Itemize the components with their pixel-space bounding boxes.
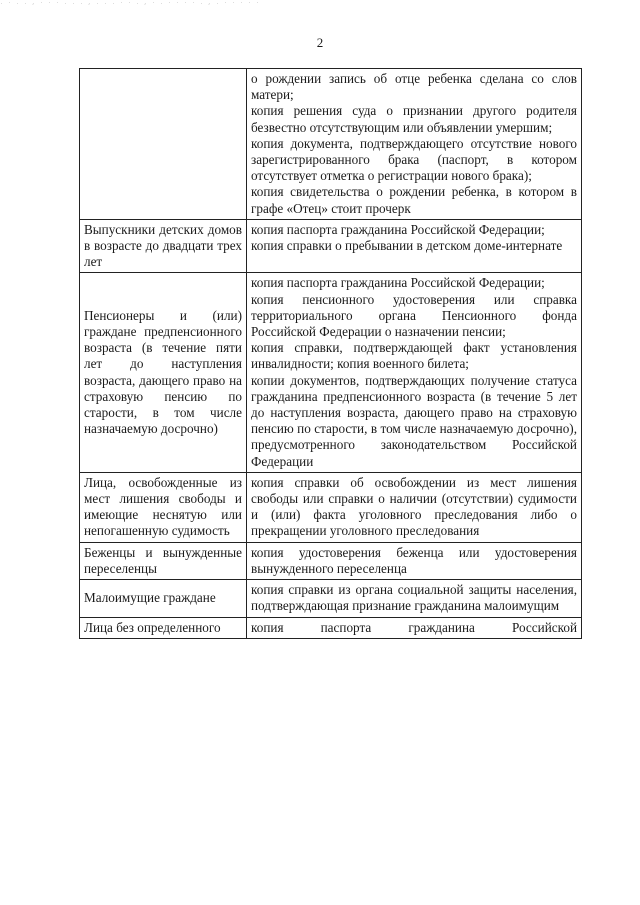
- document-item: копия паспорта гражданина Российской: [251, 619, 577, 635]
- document-item: копия пенсионного удостоверения или справка территориального органа Пенсионного фонда Российской Федерации о назначении пенсии;: [251, 291, 577, 340]
- document-item: копия справки об освобождении из мест лишения свободы или справки о наличии (отсутствии) судимости и (или) факта уголовного преследования либо о прекращении уголовного преследования: [251, 474, 577, 539]
- category-cell: Пенсионеры и (или) граждане предпенсионного возраста (в течение пяти лет до наступления возраста, дающего право на страховую пенсию по старости, в том числе назначаемую досрочно): [80, 273, 247, 472]
- table-row: [80, 69, 582, 220]
- document-item: копия справки о пребывании в детском доме-интернате: [251, 238, 563, 254]
- document-item: копия свидетельства о рождении ребенка, в котором в графе «Отец» стоит прочерк: [251, 184, 577, 216]
- documents-cell: [247, 273, 582, 472]
- scan-artifacts: . · . . , · · · . . . , . . . · · . , · . · · · · . , . · · · · ·: [0, 0, 261, 6]
- document-item: копия справки, подтверждающей факт установления инвалидности; копия военного билета;: [251, 340, 577, 372]
- category-cell: Выпускники детских домов в возрасте до двадцати трех лет: [80, 219, 247, 273]
- page-number: 2: [316, 35, 324, 50]
- category-cell: [80, 69, 247, 220]
- documents-cell: [247, 580, 582, 617]
- documents-cell: [247, 69, 582, 220]
- documents-table: [79, 68, 582, 639]
- documents-cell: [247, 219, 582, 273]
- table-row: [80, 273, 582, 472]
- table-row: [80, 580, 582, 617]
- document-item: копия документа, подтверждающего отсутствие нового зарегистрированного брака (паспорт, в котором отсутствует отметка о регистрации нового брака);: [251, 135, 577, 184]
- document-item: копия удостоверения беженца или удостоверения вынужденного переселенца: [251, 544, 577, 576]
- document-item: копия паспорта гражданина Российской Федерации;: [251, 221, 545, 237]
- document-item: о рождении запись об отце ребенка сделана со слов матери;: [251, 71, 577, 103]
- documents-cell: [247, 542, 582, 579]
- documents-cell: [247, 617, 582, 638]
- category-cell: Беженцы и вынужденные переселенцы: [80, 542, 247, 579]
- category-cell: Лица, освобожденные из мест лишения свободы и имеющие неснятую или непогашенную судимость: [80, 472, 247, 542]
- document-item: копия справки из органа социальной защиты населения, подтверждающая признание гражданина малоимущим: [251, 582, 577, 614]
- category-cell: Малоимущие граждане: [80, 580, 247, 617]
- table-row: [80, 542, 582, 579]
- document-item: копии документов, подтверждающих получение статуса гражданина предпенсионного возраста (в течение 5 лет до наступления возраста, дающего право на страховую пенсию по старости, в том числе назначаемую досрочно), предусмотренного законодательством Российской Федерации: [251, 372, 577, 469]
- category-cell: Лица без определенного: [80, 617, 247, 638]
- document-item: копия решения суда о признании другого родителя безвестно отсутствующим или объявлении умершим;: [251, 103, 577, 135]
- table-row: [80, 219, 582, 273]
- table-row: [80, 472, 582, 542]
- documents-cell: [247, 472, 582, 542]
- document-item: копия паспорта гражданина Российской Федерации;: [251, 275, 545, 291]
- table-row: [80, 617, 582, 638]
